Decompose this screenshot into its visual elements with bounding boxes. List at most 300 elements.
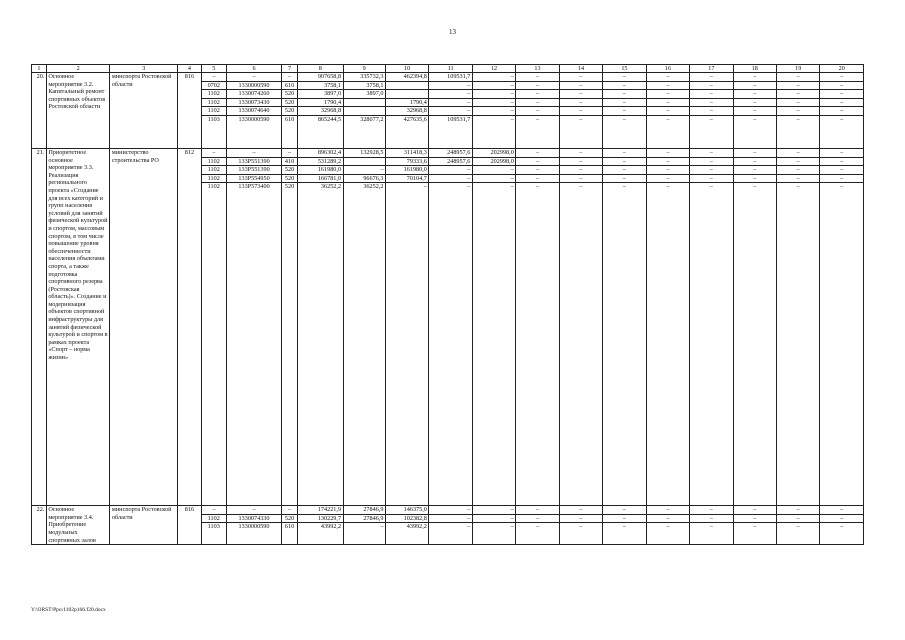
column-header: 3 [110,65,178,73]
cell-value: – [535,506,540,514]
cell-value: – [777,514,819,523]
cell-value: – [647,106,689,115]
data-cell [226,73,281,149]
data-cell [733,506,776,545]
data-cell [297,149,343,506]
cell-value: – [840,506,844,514]
cell-value: 1330000590 [227,81,281,90]
executor: министерство строительства РО [110,149,178,506]
data-cell [733,149,776,506]
cell-value: 1330073430 [227,98,281,107]
cell-value: 1102 [202,89,226,98]
cell-value: – [690,106,732,115]
cell-value: 311418,3 [403,149,427,156]
cell-value: 3897,0 [298,89,343,98]
data-cell [777,149,820,506]
cell-value: – [429,106,471,115]
cell-value: – [734,182,776,191]
cell-value: – [709,149,713,156]
cell-value: 520 [282,514,297,523]
cell-value: – [560,174,602,183]
column-header: 7 [282,65,298,73]
cell-value: 1102 [202,98,226,107]
cell-value: – [690,81,732,90]
cell-value: – [516,182,558,191]
cell-value: – [386,182,428,191]
cell-value: – [820,522,863,531]
cell-value: 0702 [202,81,226,90]
cell-value: 1102 [202,165,226,174]
cell-value: 1790,4 [386,98,428,107]
column-header: 12 [472,65,515,73]
cell-value: – [473,115,515,124]
cell-value: – [840,73,844,80]
data-cell [559,73,602,149]
cell-value [344,106,385,115]
column-header: 15 [603,65,646,73]
cell-value: – [734,115,776,124]
cell-value: – [603,514,645,523]
cell-value: 133P551390 [227,157,281,166]
cell-value: – [777,174,819,183]
cell-value [386,81,428,90]
data-cell [297,73,343,149]
data-cell [385,149,428,506]
cell-value: – [579,73,583,80]
cell-value: 32968,8 [298,106,343,115]
measure-name: Основное мероприятие 3.2. Капитальный ремонт спортивных объектов Ростовской области [46,73,110,149]
cell-value: – [820,89,863,98]
data-cell [429,149,472,506]
data-cell [429,73,472,149]
column-header: 6 [226,65,281,73]
cell-value: – [734,81,776,90]
cell-value [386,89,428,98]
grbs-code: 812 [178,149,201,506]
data-cell [820,149,864,506]
column-header: 10 [385,65,428,73]
cell-value: – [647,514,689,523]
cell-value: – [560,157,602,166]
cell-value: 1790,4 [298,98,343,107]
column-header: 2 [46,65,110,73]
data-cell [516,149,559,506]
column-header: 19 [777,65,820,73]
cell-value: 610 [282,522,297,531]
data-cell [646,73,689,149]
cell-value: – [603,89,645,98]
cell-value: 202998,0 [473,157,515,166]
data-cell [201,506,226,545]
cell-value: 3758,1 [298,81,343,90]
cell-value: 1330074330 [227,514,281,523]
cell-value: – [647,174,689,183]
cell-value: – [603,182,645,191]
cell-value: – [473,165,515,174]
column-header: 9 [343,65,385,73]
data-cell [472,73,515,149]
cell-value: – [666,506,670,514]
cell-value: – [560,514,602,523]
cell-value: – [796,506,800,514]
cell-value: – [603,98,645,107]
cell-value: – [622,73,626,80]
cell-value: 96676,3 [344,174,385,183]
cell-value: – [516,174,558,183]
cell-value: – [603,115,645,124]
cell-value: – [212,506,216,514]
data-cell [516,73,559,149]
cell-value: 102382,8 [386,514,428,523]
column-header: 17 [690,65,733,73]
data-cell [201,149,226,506]
column-header: 5 [201,65,226,73]
table-row [32,149,864,506]
cell-value: – [666,73,670,80]
cell-value: – [820,182,863,191]
cell-value: – [535,149,540,156]
cell-value: 335732,3 [360,73,384,80]
cell-value: 427635,6 [386,115,428,124]
cell-value: – [690,115,732,124]
cell-value: 1102 [202,106,226,115]
cell-value: – [429,165,471,174]
cell-value: – [734,514,776,523]
cell-value: 133P551390 [227,165,281,174]
cell-value: 36252,2 [298,182,343,191]
cell-value: – [690,165,732,174]
data-cell [690,506,733,545]
column-header: 11 [429,65,472,73]
column-header: 14 [559,65,602,73]
executor: минспорта Ростовской области [110,73,178,149]
cell-value: – [516,115,558,124]
cell-value: – [820,106,863,115]
data-cell [733,73,776,149]
cell-value: – [777,106,819,115]
cell-value: – [516,157,558,166]
cell-value: – [647,89,689,98]
column-header: 4 [178,65,201,73]
cell-value: – [429,182,471,191]
data-cell [201,73,226,149]
grbs-code: 816 [178,506,201,545]
cell-value: 248957,6 [429,157,471,166]
cell-value: – [753,506,757,514]
cell-value: 1103 [202,115,226,124]
cell-value: 462394,8 [403,73,427,80]
cell-value: 1330074640 [227,106,281,115]
row-number: 20. [32,73,47,149]
column-header: 18 [733,65,776,73]
cell-value: – [796,149,800,156]
cell-value: – [429,522,471,531]
cell-value: 610 [282,115,297,124]
cell-value: – [777,98,819,107]
cell-value: – [734,89,776,98]
cell-value: – [429,98,471,107]
row-number: 22. [32,506,47,545]
cell-value: – [777,81,819,90]
cell-value: 146375,0 [403,506,427,514]
cell-value: – [777,522,819,531]
cell-value: – [473,89,515,98]
cell-value: 202998,0 [490,149,514,156]
cell-value: – [603,157,645,166]
data-cell [429,506,472,545]
data-cell [777,73,820,149]
cell-value: 1330074260 [227,89,281,98]
data-cell [282,73,298,149]
cell-value: – [510,506,514,514]
cell-value: – [690,514,732,523]
cell-value: – [429,514,471,523]
cell-value: – [840,149,844,156]
cell-value: – [560,106,602,115]
cell-value: – [753,149,757,156]
page-number: 13 [449,28,456,36]
cell-value: – [473,522,515,531]
column-header: 16 [646,65,689,73]
cell-value: – [647,522,689,531]
data-cell [646,506,689,545]
cell-value: – [622,149,626,156]
cell-value: 1103 [202,522,226,531]
cell-value: – [777,182,819,191]
cell-value: – [516,522,558,531]
cell-value: – [252,506,256,514]
cell-value: 27846,9 [344,514,385,523]
cell-value: – [753,73,757,80]
file-path-footer: Y:\ORST\Ppo\1102p166.f20.docx [31,607,106,613]
cell-value: – [647,157,689,166]
cell-value: 520 [282,165,297,174]
column-header: 1 [32,65,47,73]
cell-value: – [516,165,558,174]
data-cell [820,73,864,149]
data-cell [603,149,646,506]
cell-value [344,98,385,107]
cell-value: – [820,81,863,90]
cell-value: 410 [282,157,297,166]
cell-value: 328077,2 [344,115,385,124]
data-cell [516,506,559,545]
cell-value: – [603,106,645,115]
cell-value: – [820,98,863,107]
data-cell [282,149,298,506]
cell-value: – [344,165,385,174]
cell-value: – [560,182,602,191]
cell-value: 109531,7 [429,115,471,124]
data-cell [559,506,602,545]
cell-value: – [777,115,819,124]
cell-value: – [560,522,602,531]
cell-value: – [287,149,292,156]
cell-value: 70104,7 [386,174,428,183]
cell-value: 1330000590 [227,115,281,124]
cell-value: – [473,514,515,523]
executor: минспорта Ростовской области [110,506,178,545]
column-header: 8 [297,65,343,73]
cell-value: – [429,174,471,183]
cell-value: 610 [282,81,297,90]
cell-value: – [560,89,602,98]
cell-value: 520 [282,174,297,183]
cell-value: 166781,0 [298,174,343,183]
cell-value: – [603,522,645,531]
cell-value: 130229,7 [298,514,343,523]
cell-value: – [429,89,471,98]
cell-value: 520 [282,182,297,191]
data-cell [226,149,281,506]
cell-value: 520 [282,106,297,115]
column-header: 20 [820,65,864,73]
cell-value: – [647,81,689,90]
cell-value: – [560,165,602,174]
cell-value: – [535,73,540,80]
data-cell [472,149,515,506]
cell-value: – [473,182,515,191]
data-cell [559,149,602,506]
cell-value: 1102 [202,157,226,166]
cell-value: – [690,98,732,107]
data-cell [603,506,646,545]
cell-value: 1102 [202,174,226,183]
data-cell [690,149,733,506]
cell-value: – [647,182,689,191]
grbs-code: 816 [178,73,201,149]
cell-value: 520 [282,98,297,107]
data-cell [820,506,864,545]
cell-value: 520 [282,89,297,98]
cell-value: – [579,506,583,514]
cell-value: – [560,98,602,107]
cell-value: – [666,149,670,156]
data-cell [385,506,428,545]
column-header: 13 [516,65,559,73]
cell-value [344,157,385,166]
cell-value: – [516,514,558,523]
cell-value: – [734,165,776,174]
cell-value: – [820,165,863,174]
data-cell [385,73,428,149]
cell-value: – [820,115,863,124]
cell-value: – [734,106,776,115]
cell-value: – [796,73,800,80]
cell-value: – [287,506,292,514]
cell-value: 43992,2 [298,522,343,531]
cell-value: – [622,506,626,514]
cell-value: – [647,98,689,107]
cell-value: 907658,8 [317,73,342,80]
header-row [32,65,864,73]
data-cell [343,506,385,545]
data-cell [690,73,733,149]
cell-value: – [820,514,863,523]
data-cell [282,506,298,545]
cell-value: – [212,73,216,80]
cell-value: – [560,115,602,124]
cell-value: – [579,149,583,156]
table-row [32,73,864,149]
data-cell [343,73,385,149]
cell-value: – [473,174,515,183]
cell-value: 248957,6 [447,149,471,156]
cell-value: – [734,522,776,531]
data-cell [226,506,281,545]
cell-value: 32968,8 [386,106,428,115]
data-cell [297,506,343,545]
cell-value: – [647,165,689,174]
cell-value: 3758,1 [344,81,385,90]
cell-value: – [777,165,819,174]
cell-value: 27846,9 [363,506,384,514]
cell-value: 161980,0 [386,165,428,174]
cell-value: – [603,174,645,183]
cell-value: 1102 [202,182,226,191]
measure-name: Приоритетное основное мероприятие 3.3. Реализация регионального проекта «Создание для всех категорий и групп населения условий для занятий физической культурой и спортом, массовым спортом, в том числе повышение уровня обеспеченности населения объектами спорта, а также подготовка спортивного резерва (Ростовская область)». Создание и модернизация объектов спортивной инфраструктуры для занятий физической культурой и спортом в рамках проекта «Спорт – норма жизни» [46,149,110,506]
budget-table-wrapper [31,64,864,545]
cell-value: – [473,98,515,107]
cell-value: 109531,7 [447,73,471,80]
data-cell [343,149,385,506]
cell-value: – [734,157,776,166]
cell-value: – [690,157,732,166]
cell-value: – [690,174,732,183]
cell-value: – [560,81,602,90]
cell-value: – [516,81,558,90]
cell-value: – [603,165,645,174]
cell-value: – [429,81,471,90]
cell-value: 161980,0 [298,165,343,174]
cell-value: 3897,0 [344,89,385,98]
cell-value: – [516,98,558,107]
cell-value: – [467,506,471,514]
cell-value: 43992,2 [386,522,428,531]
cell-value: – [212,149,216,156]
cell-value: 531289,2 [298,157,343,166]
cell-value: 36252,2 [344,182,385,191]
cell-value: – [510,73,514,80]
cell-value: 865244,5 [298,115,343,124]
cell-value: – [734,174,776,183]
cell-value: – [734,98,776,107]
cell-value: – [709,506,713,514]
cell-value: 79333,6 [386,157,428,166]
cell-value: 896302,4 [317,149,342,156]
data-cell [472,506,515,545]
cell-value: – [777,89,819,98]
measure-name: Основное мероприятие 3.4. Приобретение модульных спортивных залов [46,506,110,545]
cell-value: 132928,5 [360,149,384,156]
cell-value: – [709,73,713,80]
budget-table [31,64,864,545]
cell-value: – [820,157,863,166]
cell-value: – [690,89,732,98]
cell-value: 133P554950 [227,174,281,183]
cell-value: – [252,149,256,156]
cell-value: – [473,81,515,90]
cell-value: 133P573400 [227,182,281,191]
cell-value: 1102 [202,514,226,523]
cell-value: – [690,522,732,531]
cell-value: 1330000590 [227,522,281,531]
cell-value: – [516,89,558,98]
table-row [32,506,864,545]
cell-value: – [647,115,689,124]
data-cell [603,73,646,149]
cell-value: – [690,182,732,191]
